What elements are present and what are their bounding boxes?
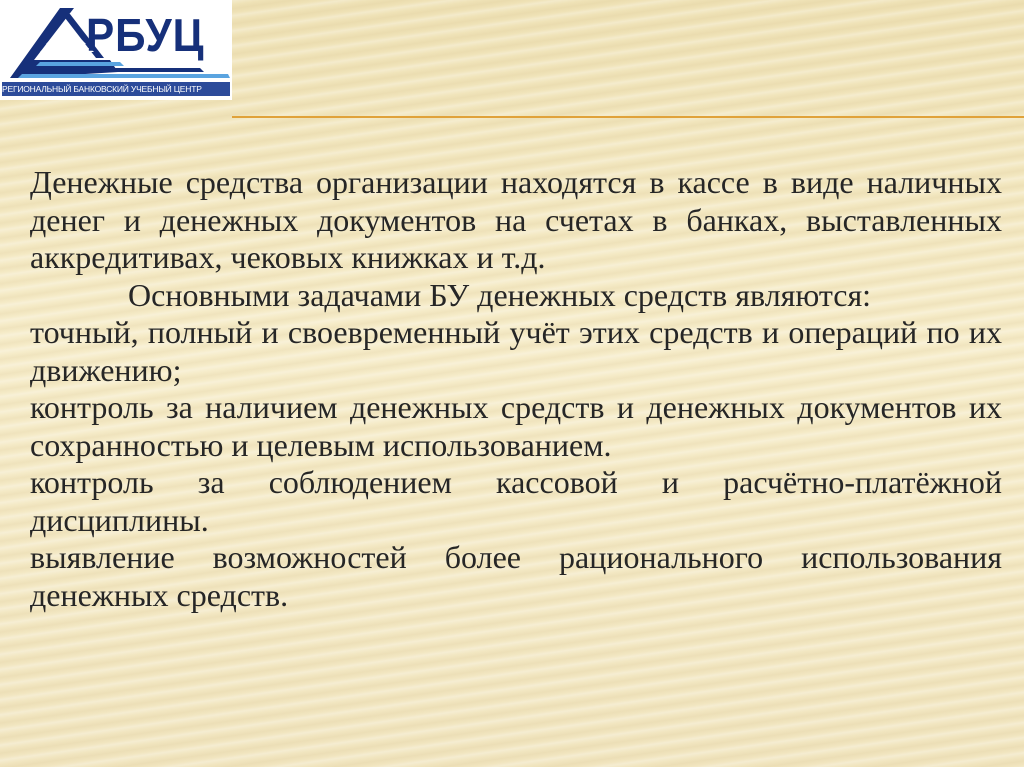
- paragraph-tasks-intro: Основными задачами БУ денежных средств являются:: [128, 276, 872, 313]
- task-item-accounting: точный, полный и своевременный учёт этих средств и операций по их движению;: [30, 314, 1002, 388]
- paragraph-cash-definition: Денежные средства организации находятся в кассе в виде наличных денег и денежных документов на счетах в банках, выставленных аккредитивах, чековых книжках и т.д.: [30, 164, 1002, 275]
- task-item-control-discipline: контроль за соблюдением кассовой и расчётно-платёжной дисциплины.: [30, 464, 1002, 538]
- logo-subtitle: РЕГИОНАЛЬНЫЙ БАНКОВСКИЙ УЧЕБНЫЙ ЦЕНТР: [2, 82, 230, 96]
- header-divider: [232, 116, 1024, 118]
- logo-name: РБУЦ: [86, 9, 205, 61]
- logo: [0, 0, 232, 100]
- task-item-control-availability: контроль за наличием денежных средств и денежных документов их сохранностью и целевым использованием.: [30, 389, 1002, 463]
- slide-body: [30, 164, 1002, 614]
- task-item-efficiency: выявление возможностей более рационального использования денежных средств.: [30, 539, 1002, 613]
